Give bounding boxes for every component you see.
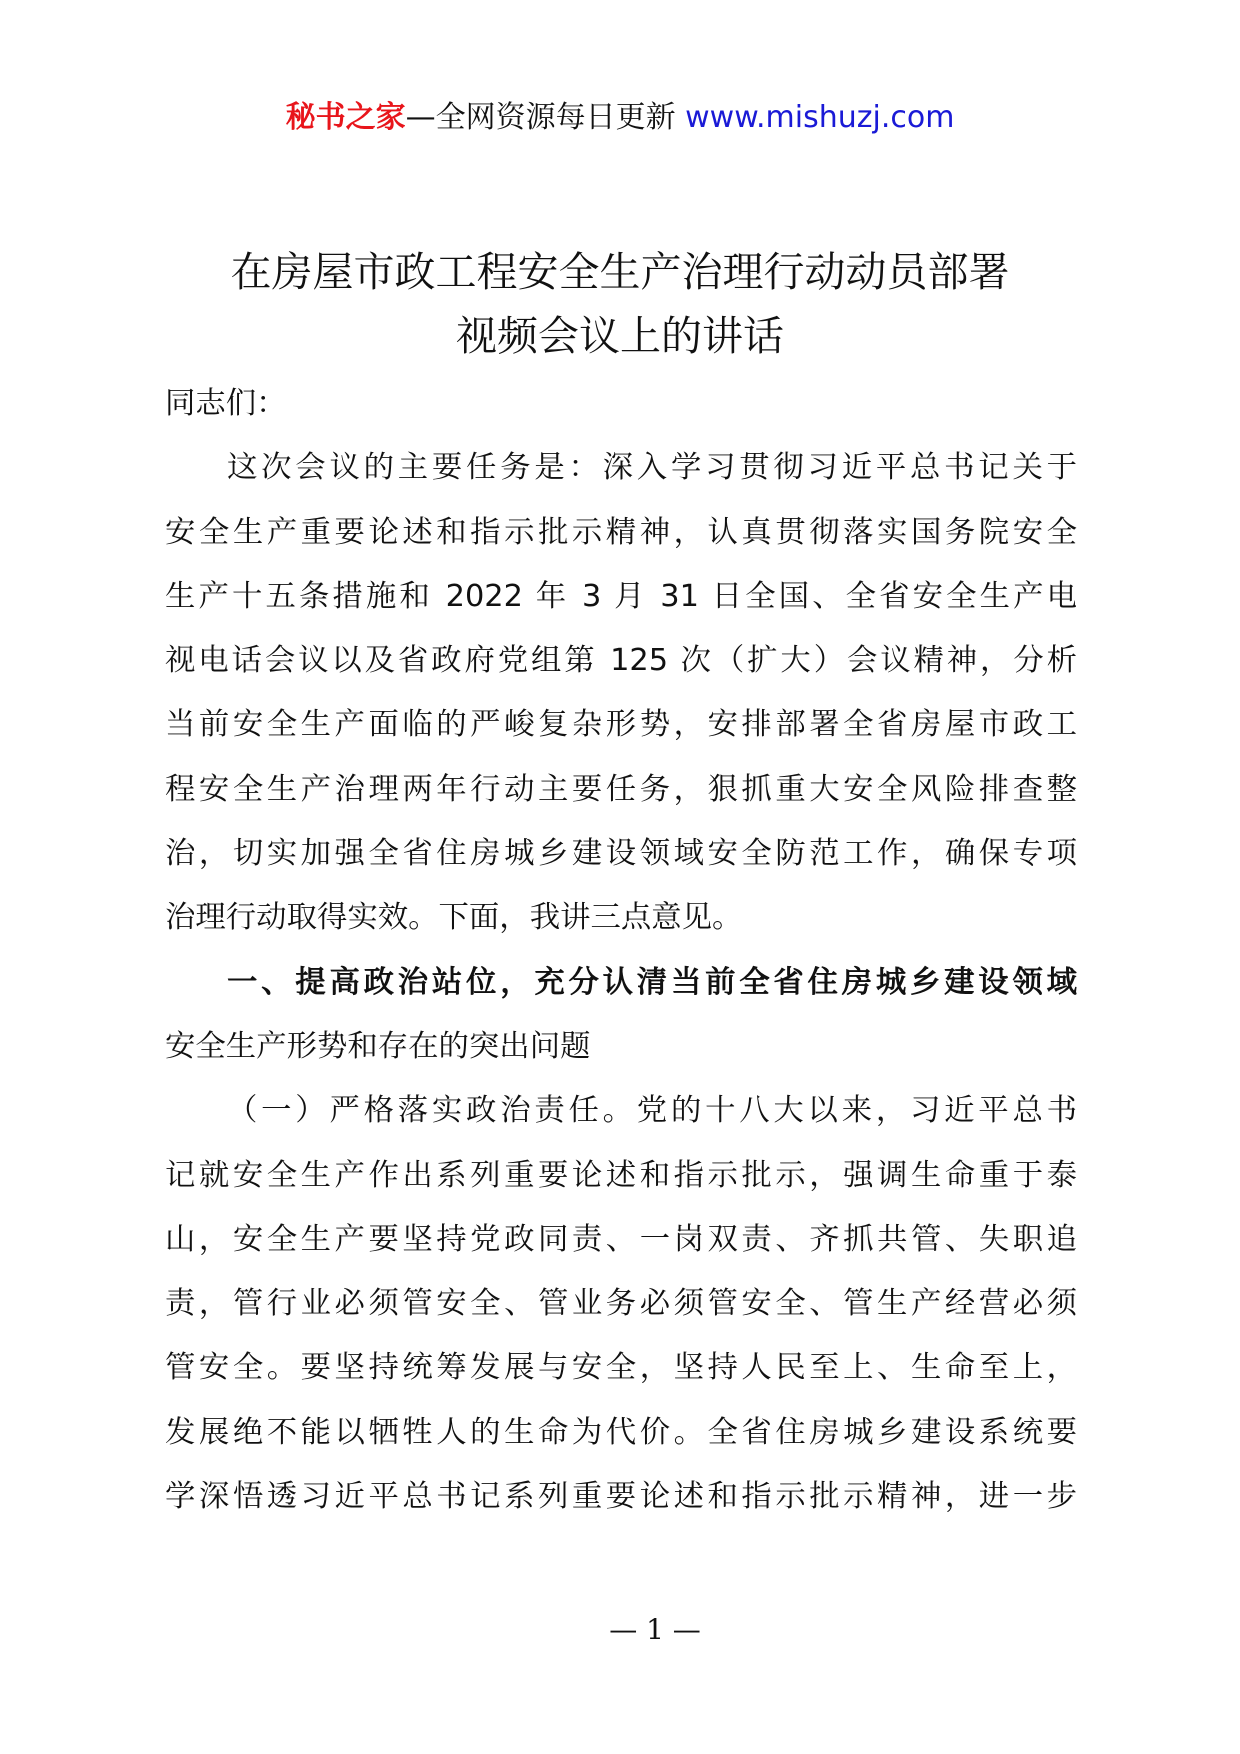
title-line-1: 在房屋市政工程安全生产治理行动动员部署 xyxy=(230,248,1010,296)
paragraph-line: 学深悟透习近平总书记系列重要论述和指示批示精神，进一步 xyxy=(165,1479,1077,1515)
document-title xyxy=(0,240,1240,368)
site-banner xyxy=(0,98,1240,138)
paragraph-line: 治理行动取得实效。下面，我讲三点意见。 xyxy=(165,900,743,936)
paragraph-line: 生产十五条措施和 2022 年 3 月 31 日全国、全省安全生产电 xyxy=(165,578,1077,614)
salutation: 同志们： xyxy=(165,386,287,421)
paragraph-line: 治，切实加强全省住房城乡建设领域安全防范工作，确保专项 xyxy=(165,836,1077,872)
paragraph-line: 管安全。要坚持统筹发展与安全，坚持人民至上、生命至上， xyxy=(165,1350,1077,1386)
banner-brand: 秘书之家 xyxy=(285,100,406,135)
paragraph-line: （一）严格落实政治责任。党的十八大以来，习近平总书 xyxy=(227,1093,1077,1129)
page-number: — 1 — xyxy=(609,1613,701,1646)
section-heading: 安全生产形势和存在的突出问题 xyxy=(165,1028,591,1064)
paragraph-line: 记就安全生产作出系列重要论述和指示批示，强调生命重于泰 xyxy=(165,1157,1077,1193)
paragraph-line: 发展绝不能以牺牲人的生命为代价。全省住房城乡建设系统要 xyxy=(165,1414,1077,1450)
paragraph-line: 责，管行业必须管安全、管业务必须管安全、管生产经营必须 xyxy=(165,1286,1077,1322)
paragraph-line: 当前安全生产面临的严峻复杂形势，安排部署全省房屋市政工 xyxy=(165,707,1077,743)
paragraph-line: 程安全生产治理两年行动主要任务，狠抓重大安全风险排查整 xyxy=(165,771,1077,807)
paragraph-line: 山，安全生产要坚持党政同责、一岗双责、齐抓共管、失职追 xyxy=(165,1221,1077,1257)
document-body xyxy=(165,372,1077,1529)
title-line-2: 视频会议上的讲话 xyxy=(456,312,784,360)
section-heading: 一、提高政治站位，充分认清当前全省住房城乡建设领域 xyxy=(227,964,1077,1000)
paragraph-line: 这次会议的主要任务是：深入学习贯彻习近平总书记关于 xyxy=(227,450,1077,486)
paragraph-line: 视电话会议以及省政府党组第 125 次（扩大）会议精神，分析 xyxy=(165,643,1077,679)
banner-url-link[interactable]: www.mishuzj.com xyxy=(685,100,955,135)
paragraph-line: 安全生产重要论述和指示批示精神，认真贯彻落实国务院安全 xyxy=(165,514,1077,550)
banner-tagline: —全网资源每日更新 xyxy=(405,100,676,135)
